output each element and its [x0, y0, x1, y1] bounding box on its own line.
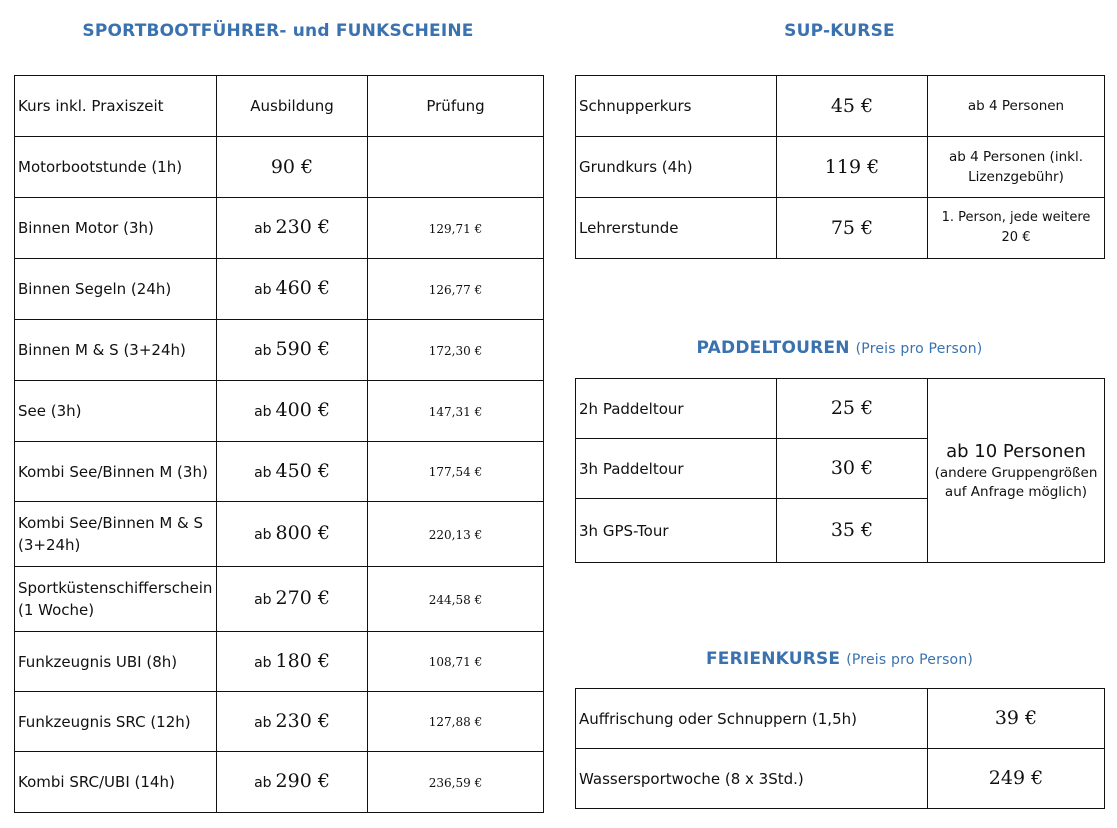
price-prefix: ab [254, 592, 272, 608]
paddel-subtitle: (Preis pro Person) [855, 341, 983, 357]
course-name: Kombi SRC/UBI (14h) [15, 752, 217, 813]
paddel-group-note [928, 379, 1105, 563]
price-value: 90 € [270, 155, 314, 178]
exam-value: 129,71 € [428, 221, 483, 236]
course-name: Binnen Motor (3h) [15, 198, 217, 259]
price-prefix: ab [254, 221, 272, 237]
ferien-price [928, 749, 1105, 809]
exam-value: 220,13 € [428, 527, 483, 542]
table-row [576, 198, 1105, 259]
paddel-price [777, 439, 928, 499]
sbf-header-row [15, 76, 544, 137]
ferien-title-text: FERIENKURSE [705, 649, 841, 669]
exam-fee [368, 198, 544, 259]
price-value: 230 € [275, 709, 330, 732]
sup-price [777, 137, 928, 198]
course-name: Funkzeugnis SRC (12h) [15, 692, 217, 752]
price-value: 180 € [275, 649, 330, 672]
exam-value: 147,31 € [428, 404, 483, 419]
sup-price [777, 76, 928, 137]
paddel-note-sub: (andere Gruppengrößen auf Anfrage möglich) [934, 464, 1098, 500]
exam-fee [368, 567, 544, 632]
course-name: See (3h) [15, 381, 217, 442]
paddel-title-text: PADDELTOUREN [696, 338, 850, 358]
price-value: 30 € [830, 457, 874, 479]
table-row [15, 632, 544, 692]
sup-course: Grundkurs (4h) [576, 137, 777, 198]
training-price [217, 567, 368, 632]
ferien-price [928, 689, 1105, 749]
sup-title-text: SUP-KURSE [784, 21, 895, 41]
table-row [15, 259, 544, 320]
price-prefix: ab [254, 527, 272, 543]
table-row [15, 320, 544, 381]
price-value: 400 € [275, 399, 330, 421]
training-price [217, 502, 368, 567]
course-name: Funkzeugnis UBI (8h) [15, 632, 217, 692]
table-row [576, 137, 1105, 198]
price-value: 249 € [988, 767, 1044, 789]
price-value: 230 € [275, 216, 330, 238]
price-prefix: ab [254, 464, 272, 481]
exam-value: 126,77 € [428, 282, 483, 297]
exam-fee [368, 502, 544, 567]
price-value: 25 € [830, 397, 874, 419]
exam-value: 127,88 € [428, 715, 483, 729]
course-name: Kombi See/Binnen M (3h) [15, 442, 217, 502]
training-price [217, 137, 368, 198]
price-value: 119 € [824, 155, 880, 178]
course-name: Kombi See/Binnen M & S (3+24h) [15, 502, 217, 567]
sbf-table [14, 75, 544, 813]
sup-price [777, 198, 928, 259]
sup-title [575, 21, 1104, 41]
price-value: 800 € [275, 522, 330, 544]
price-value: 450 € [275, 459, 330, 482]
paddel-table [575, 378, 1105, 563]
price-prefix: ab [254, 714, 272, 731]
sup-note: 1. Person, jede weitere 20 € [928, 198, 1105, 259]
ferien-course: Wassersportwoche (8 x 3Std.) [576, 749, 928, 809]
table-row [15, 567, 544, 632]
header-exam: Prüfung [368, 76, 544, 137]
price-value: 290 € [275, 770, 330, 792]
ferien-table [575, 688, 1105, 809]
training-price [217, 320, 368, 381]
price-value: 45 € [830, 94, 874, 117]
table-row [576, 379, 1105, 439]
table-row [576, 689, 1105, 749]
ferien-course: Auffrischung oder Schnuppern (1,5h) [576, 689, 928, 749]
training-price [217, 632, 368, 692]
price-prefix: ab [254, 404, 272, 420]
exam-fee [368, 632, 544, 692]
paddel-note-main: ab 10 Personen [946, 440, 1086, 462]
exam-fee [368, 259, 544, 320]
training-price [217, 752, 368, 813]
training-price [217, 692, 368, 752]
exam-fee [368, 137, 544, 198]
training-price [217, 259, 368, 320]
header-course: Kurs inkl. Praxiszeit [15, 76, 217, 137]
paddel-price [777, 499, 928, 563]
sbf-title-text: SPORTBOOTFÜHRER- und FUNKSCHEINE [82, 21, 474, 41]
course-name: Sportküstenschifferschein (1 Woche) [15, 567, 217, 632]
exam-fee [368, 752, 544, 813]
table-row [15, 137, 544, 198]
sup-note: ab 4 Personen (inkl. Lizenzgebühr) [928, 137, 1105, 198]
ferien-title [575, 649, 1104, 669]
exam-value: 244,58 € [428, 592, 483, 607]
sbf-title [0, 21, 556, 41]
price-value: 75 € [830, 216, 874, 239]
exam-value: 236,59 € [428, 775, 483, 790]
training-price [217, 381, 368, 442]
sup-note: ab 4 Personen [928, 76, 1105, 137]
training-price [217, 198, 368, 259]
training-price [217, 442, 368, 502]
paddel-course: 3h Paddeltour [576, 439, 777, 499]
price-prefix: ab [254, 282, 272, 298]
price-prefix: ab [254, 775, 272, 791]
exam-fee [368, 320, 544, 381]
paddel-course: 2h Paddeltour [576, 379, 777, 439]
exam-value: 172,30 € [428, 343, 483, 358]
table-row [576, 76, 1105, 137]
paddel-course: 3h GPS-Tour [576, 499, 777, 563]
table-row [576, 749, 1105, 809]
price-value: 35 € [830, 519, 874, 541]
table-row [15, 502, 544, 567]
table-row [15, 692, 544, 752]
paddel-price [777, 379, 928, 439]
table-row [15, 198, 544, 259]
exam-value: 177,54 € [428, 465, 483, 479]
course-name: Binnen Segeln (24h) [15, 259, 217, 320]
table-row [15, 752, 544, 813]
price-value: 460 € [275, 277, 330, 299]
sup-course: Schnupperkurs [576, 76, 777, 137]
price-prefix: ab [254, 343, 272, 359]
sup-table [575, 75, 1105, 259]
header-training: Ausbildung [217, 76, 368, 137]
course-name: Binnen M & S (3+24h) [15, 320, 217, 381]
price-value: 270 € [275, 587, 330, 609]
price-value: 39 € [994, 707, 1038, 729]
exam-fee [368, 381, 544, 442]
ferien-subtitle: (Preis pro Person) [846, 652, 974, 668]
exam-fee [368, 442, 544, 502]
price-prefix: ab [254, 654, 272, 671]
table-row [15, 381, 544, 442]
exam-fee [368, 692, 544, 752]
paddel-title [575, 338, 1104, 358]
price-value: 590 € [275, 338, 330, 360]
exam-value: 108,71 € [428, 655, 483, 669]
table-row [15, 442, 544, 502]
sup-course: Lehrerstunde [576, 198, 777, 259]
course-name: Motorbootstunde (1h) [15, 137, 217, 198]
